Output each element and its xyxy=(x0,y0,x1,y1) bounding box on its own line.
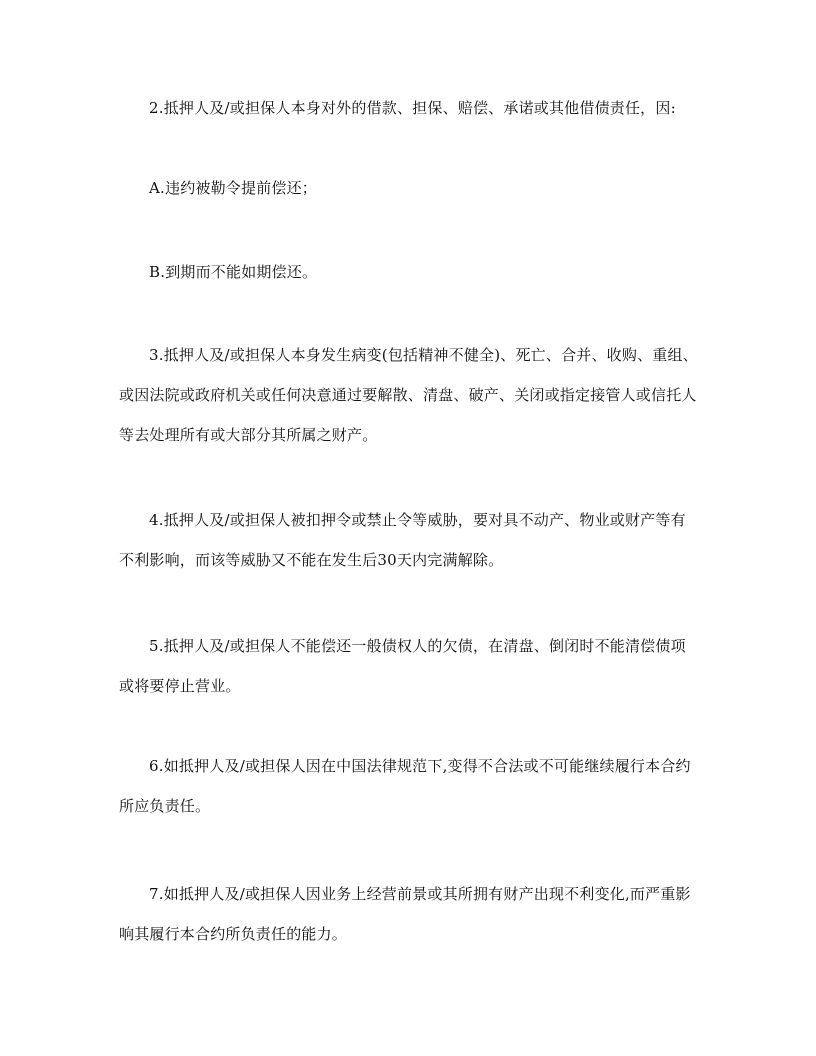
clause-3: 3.抵押人及/或担保人本身发生病变(包括精神不健全)、死亡、合并、收购、重组、或因法院或政府机关或任何决意通过要解散、清盘、破产、关闭或指定接管人或信托人等去处理所有或大部分其所属之财产。 xyxy=(119,346,698,444)
clause-6: 6.如抵押人及/或担保人因在中国法律规范下,变得不合法或不可能继续履行本合约所应负责任。 xyxy=(119,757,691,815)
clause-7: 7.如抵押人及/或担保人因业务上经营前景或其所拥有财产出现不利变化,而严重影响其履行本合约所负责任的能力。 xyxy=(119,885,691,943)
clause-5: 5.抵押人及/或担保人不能偿还一般债权人的欠债，在清盘、倒闭时不能清偿债项或将要停止营业。 xyxy=(119,637,686,695)
clause-4: 4.抵押人及/或担保人被扣押令或禁止令等威胁，要对具不动产、物业或财产等有不利影响，而该等威胁又不能在发生后30天内完满解除。 xyxy=(119,511,686,569)
clause-2: 2.抵押人及/或担保人本身对外的借款、担保、赔偿、承诺或其他借债责任，因: xyxy=(149,99,676,117)
clause-2-item-a: A.违约被勒令提前偿还； xyxy=(149,179,318,197)
clause-2-item-b: B.到期而不能如期偿还。 xyxy=(149,263,318,281)
